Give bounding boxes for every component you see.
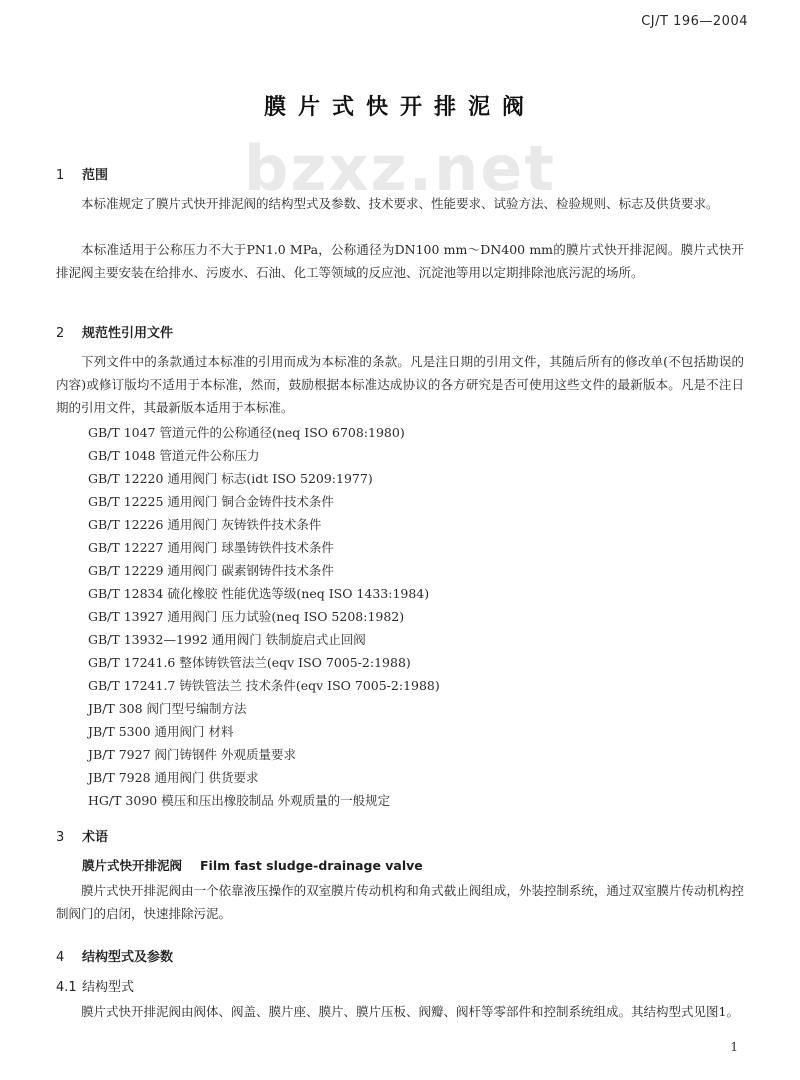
section-title: 术语 — [82, 830, 109, 845]
section-title: 范围 — [82, 168, 109, 183]
section-number: 4.1 — [56, 980, 77, 995]
reference-item: GB/T 13927 通用阀门 压力试验(neq ISO 5208:1982) — [88, 609, 405, 624]
reference-item: JB/T 5300 通用阀门 材料 — [88, 724, 234, 739]
paragraph-scope-2: 本标准适用于公称压力不大于PN1.0 MPa，公称通径为DN100 mm～DN400 mm的膜片式快开排泥阀。膜片式快开排泥阀主要安装在给排水、污废水、石油、化工等领域的反应池、沉淀池等用以定期排除池底污泥的场所。 — [56, 242, 744, 280]
section-number: 2 — [56, 326, 65, 341]
term-english: Film fast sludge-drainage valve — [200, 858, 423, 873]
reference-item: GB/T 1047 管道元件的公称通径(neq ISO 6708:1980) — [88, 425, 405, 440]
reference-item: JB/T 7928 通用阀门 供货要求 — [88, 770, 259, 785]
reference-item: HG/T 3090 模压和压出橡胶制品 外观质量的一般规定 — [88, 793, 391, 808]
reference-item: GB/T 12227 通用阀门 球墨铸铁件技术条件 — [88, 540, 334, 555]
reference-item: GB/T 12225 通用阀门 铜合金铸件技术条件 — [88, 494, 334, 509]
reference-item: GB/T 1048 管道元件公称压力 — [88, 448, 260, 463]
section-4-heading — [56, 946, 173, 965]
term-entry-title — [82, 856, 423, 874]
paragraph-structure-type: 膜片式快开排泥阀由阀体、阀盖、膜片座、膜片、膜片压板、阀瓣、阀杆等零部件和控制系统组成。其结构型式见图1。 — [81, 1004, 739, 1019]
paragraph-scope-1: 本标准规定了膜片式快开排泥阀的结构型式及参数、技术要求、性能要求、试验方法、检验规则、标志及供货要求。 — [81, 196, 719, 211]
section-title: 规范性引用文件 — [82, 326, 174, 341]
reference-item: GB/T 17241.6 整体铸铁管法兰(eqv ISO 7005-2:1988) — [88, 655, 411, 670]
paragraph-normative-refs: 下列文件中的条款通过本标准的引用而成为本标准的条款。凡是注日期的引用文件，其随后所有的修改单(不包括勘误的内容)或修订版均不适用于本标准，然而，鼓励根据本标准达成协议的各方研究是否可使用这些文件的最新版本。凡是不注日期的引用文件，其最新版本适用于本标准。 — [56, 354, 744, 415]
reference-item: GB/T 12220 通用阀门 标志(idt ISO 5209:1977) — [88, 471, 373, 486]
reference-item: GB/T 17241.7 铸铁管法兰 技术条件(eqv ISO 7005-2:1988) — [88, 678, 440, 693]
section-4-1-heading — [56, 976, 134, 995]
section-title: 结构型式及参数 — [82, 950, 174, 965]
document-title: 膜片式快开排泥阀 — [263, 95, 536, 120]
reference-item: GB/T 12834 硫化橡胶 性能优选等级(neq ISO 1433:1984) — [88, 586, 430, 601]
reference-item: GB/T 12226 通用阀门 灰铸铁件技术条件 — [88, 517, 322, 532]
section-number: 4 — [56, 950, 65, 965]
page-number: 1 — [730, 1040, 738, 1054]
term-chinese: 膜片式快开排泥阀 — [82, 858, 183, 873]
reference-item: GB/T 13932—1992 通用阀门 铁制旋启式止回阀 — [88, 632, 366, 647]
reference-item: GB/T 12229 通用阀门 碳素钢铸件技术条件 — [88, 563, 334, 578]
section-3-heading — [56, 826, 108, 845]
reference-item: JB/T 7927 阀门铸钢件 外观质量要求 — [88, 747, 296, 762]
paragraph-term-definition: 膜片式快开排泥阀由一个依靠液压操作的双室膜片传动机构和角式截止阀组成，外装控制系统，通过双室膜片传动机构控制阀门的启闭，快速排除污泥。 — [56, 883, 744, 921]
standard-code: CJ/T 196—2004 — [641, 14, 748, 29]
section-2-heading — [56, 322, 173, 341]
section-title: 结构型式 — [82, 980, 135, 995]
section-number: 1 — [56, 168, 65, 183]
watermark: bzxz.net — [244, 132, 556, 205]
section-number: 3 — [56, 830, 65, 845]
section-1-heading — [56, 164, 108, 183]
reference-item: JB/T 308 阀门型号编制方法 — [88, 701, 247, 716]
